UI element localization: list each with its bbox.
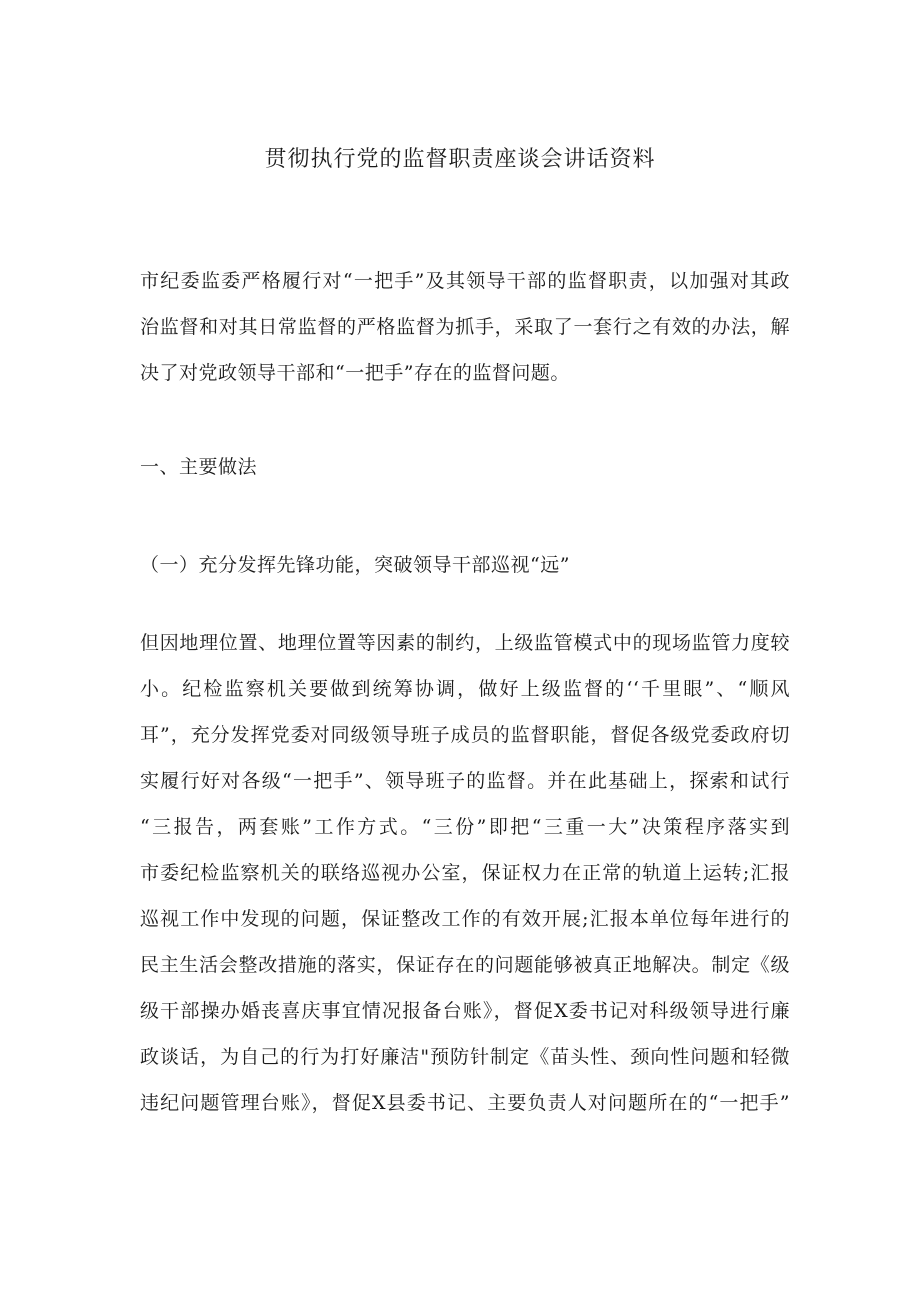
intro-line: 决了对党政领导干部和“一把手”存在的监督问题。 bbox=[140, 362, 570, 384]
intro-paragraph bbox=[140, 258, 790, 396]
body-line: 耳”，充分发挥党委对同级领导班子成员的监督职能，督促各级党委政府切 bbox=[140, 724, 790, 746]
body-line: 民主生活会整改措施的落实，保证存在的问题能够被真正地解决。制定《级 bbox=[140, 954, 790, 976]
section-heading: 一、主要做法 bbox=[140, 456, 258, 478]
body-line: 但因地理位置、地理位置等因素的制约，上级监管模式中的现场监管力度较 bbox=[140, 632, 790, 654]
body-line: 政谈话，为自己的行为打好廉洁"预防针制定《苗头性、颈向性问题和轻微 bbox=[140, 1046, 790, 1068]
body-line: 实履行好对各级“一把手”、领导班子的监督。并在此基础上，探索和试行 bbox=[140, 770, 790, 792]
body-line: 级干部操办婚丧喜庆事宜情况报备台账》，督促X委书记对科级领导进行廉 bbox=[140, 1000, 790, 1022]
body-paragraph bbox=[140, 620, 790, 1126]
intro-line: 治监督和对其日常监督的严格监督为抓手，采取了一套行之有效的办法，解 bbox=[140, 316, 790, 338]
body-line: 小。纪检监察机关要做到统筹协调，做好上级监督的‘‘千里眼”、“顺风 bbox=[140, 678, 790, 700]
body-line: 巡视工作中发现的问题，保证整改工作的有效开展;汇报本单位每年进行的 bbox=[140, 908, 790, 930]
body-line: 违纪问题管理台账》，督促X县委书记、主要负责人对问题所在的“一把手” bbox=[140, 1092, 790, 1114]
document-title: 贯彻执行党的监督职责座谈会讲话资料 bbox=[264, 147, 656, 172]
body-line: 市委纪检监察机关的联络巡视办公室，保证权力在正常的轨道上运转;汇报 bbox=[140, 862, 790, 884]
subsection-heading: （一）充分发挥先锋功能，突破领导干部巡视“远” bbox=[140, 554, 570, 576]
body-line: “三报告，两套账”工作方式。“三份”即把“三重一大”决策程序落实到 bbox=[140, 816, 790, 838]
intro-line: 市纪委监委严格履行对“一把手”及其领导干部的监督职责，以加强对其政 bbox=[140, 270, 790, 292]
